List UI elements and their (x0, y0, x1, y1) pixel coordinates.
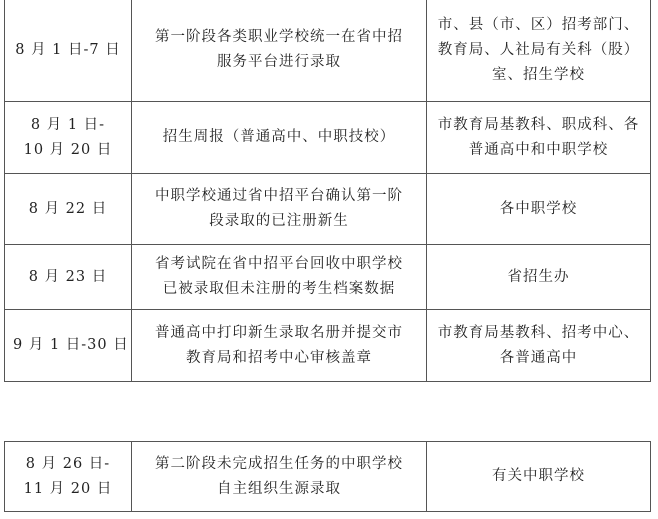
responsible-text: 市、县（市、区）招考部门、 (437, 16, 640, 33)
task-cell (132, 0, 427, 102)
responsible-cell (427, 442, 651, 512)
date-cell (5, 442, 132, 512)
date-cell (5, 245, 132, 310)
responsible-text: 教育局、人社局有关科（股） (437, 41, 640, 58)
responsible-text: 市教育局基教科、职成科、各 (437, 116, 640, 133)
date-text: 8 月 1 日- (30, 116, 106, 133)
table-row (5, 310, 651, 382)
table-row (5, 174, 651, 245)
schedule-table (4, 0, 651, 382)
responsible-cell (427, 174, 651, 245)
date-cell (5, 102, 132, 174)
task-cell (132, 245, 427, 310)
table-row (5, 245, 651, 310)
date-cell (5, 0, 132, 102)
responsible-cell (427, 0, 651, 102)
task-text: 中职学校通过省中招平台确认第一阶 (155, 188, 403, 204)
task-text: 段录取的已注册新生 (209, 213, 349, 229)
table-row (5, 102, 651, 174)
date-cell (5, 310, 132, 382)
responsible-text: 普通高中和中职学校 (468, 141, 609, 158)
date-text: 8 月 1 日-7 日 (15, 41, 121, 58)
task-text: 第二阶段未完成招生任务的中职学校 (155, 455, 403, 472)
task-text: 普通高中打印新生录取名册并提交市 (155, 324, 403, 341)
task-text: 招生周报（普通高中、中职技校） (162, 129, 396, 145)
date-text: 8 月 22 日 (28, 200, 108, 217)
date-cell (5, 174, 132, 245)
task-cell (132, 442, 427, 512)
task-cell (132, 174, 427, 245)
responsible-cell (427, 245, 651, 310)
date-text: 10 月 20 日 (23, 141, 113, 158)
task-text: 省考试院在省中招平台回收中职学校 (155, 256, 403, 272)
task-text: 第一阶段各类职业学校统一在省中招 (155, 29, 403, 45)
task-cell (132, 102, 427, 174)
responsible-text: 有关中职学校 (492, 468, 585, 484)
task-text: 教育局和招考中心审核盖章 (186, 349, 372, 366)
date-text: 8 月 26 日- (25, 455, 111, 472)
table-row (5, 0, 651, 102)
date-text: 8 月 23 日 (28, 268, 108, 285)
responsible-cell (427, 310, 651, 382)
task-text: 自主组织生源录取 (217, 480, 341, 497)
task-text: 已被录取但未注册的考生档案数据 (162, 281, 396, 297)
responsible-text: 各普通高中 (499, 349, 578, 366)
task-cell (132, 310, 427, 382)
responsible-text: 省招生办 (507, 268, 570, 285)
responsible-cell (427, 102, 651, 174)
responsible-text: 室、招生学校 (492, 66, 585, 83)
date-text: 11 月 20 日 (23, 480, 113, 497)
responsible-text: 各中职学校 (499, 200, 578, 217)
date-text: 9 月 1 日-30 日 (13, 337, 129, 353)
schedule-table (4, 441, 651, 512)
table-row (5, 442, 651, 512)
responsible-text: 市教育局基教科、招考中心、 (437, 324, 640, 341)
task-text: 服务平台进行录取 (217, 54, 341, 70)
